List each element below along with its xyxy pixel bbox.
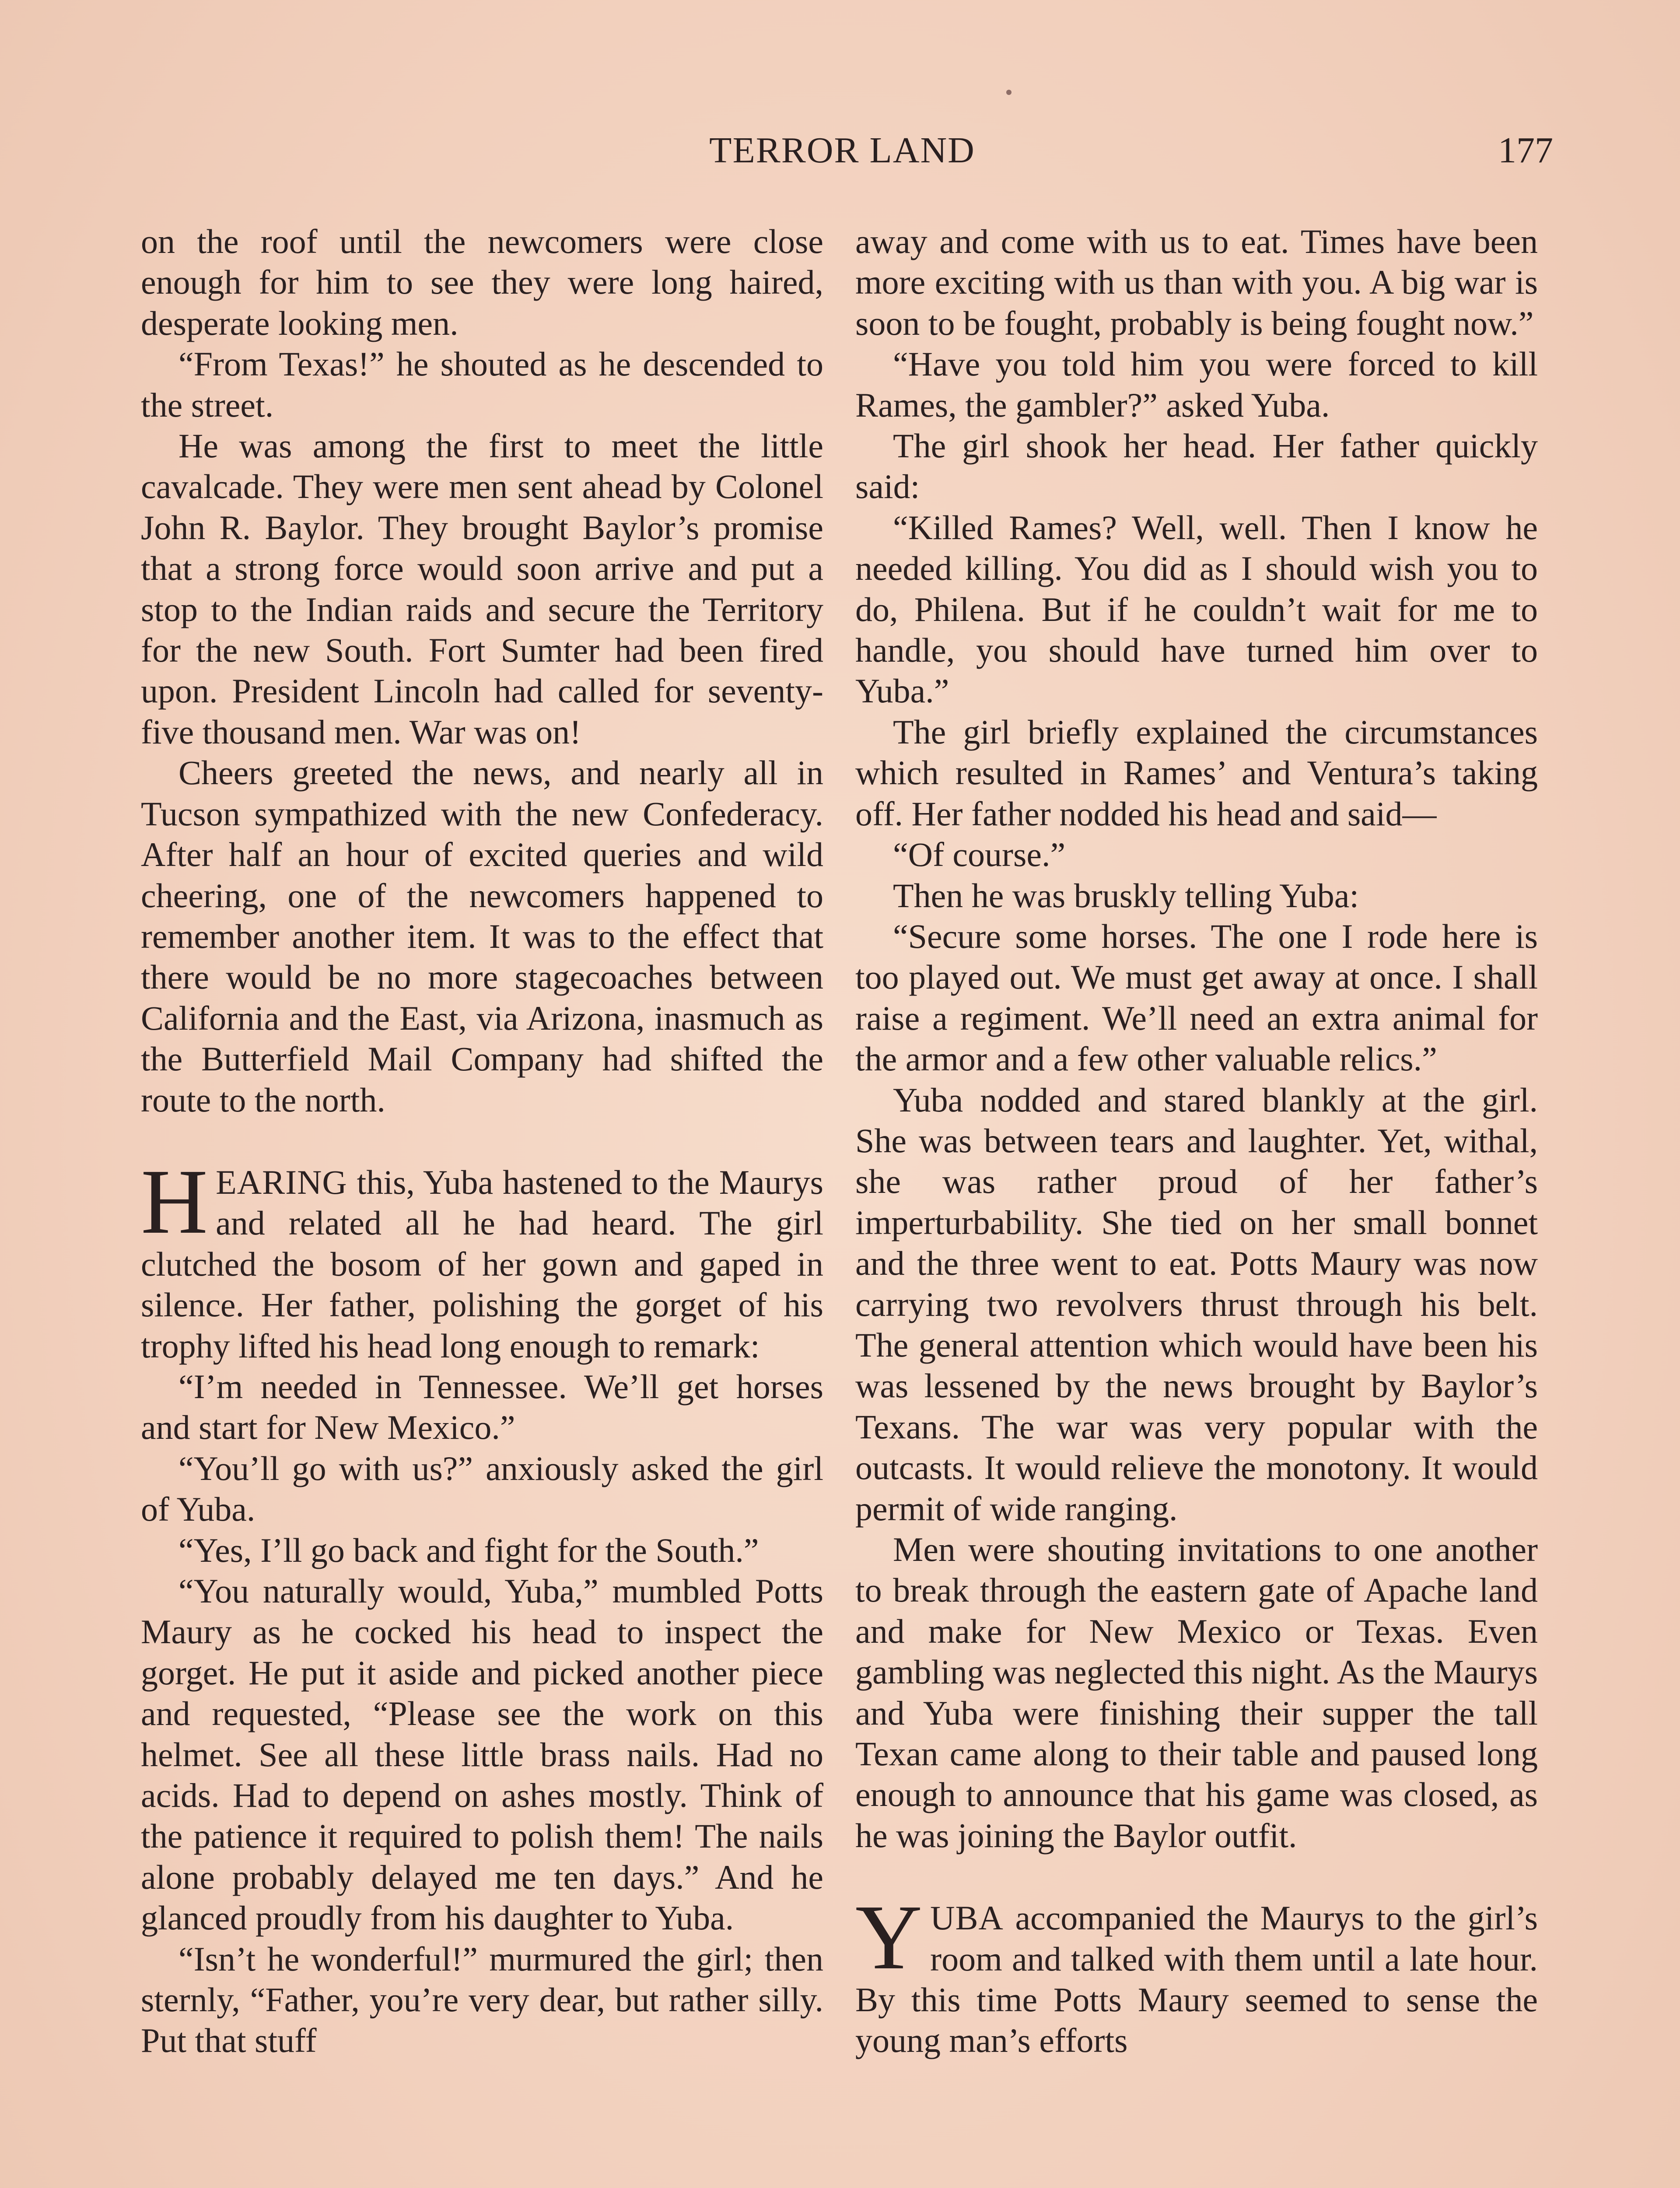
section-opening-paragraph — [855, 1886, 1538, 2061]
lead-in-caps: EARING — [216, 1163, 347, 1201]
paragraph: Then he was bruskly telling Yuba: — [893, 876, 1359, 915]
lead-in-caps: UBA — [930, 1899, 1004, 1937]
paragraph: “Of course.” — [893, 835, 1066, 874]
lead-in-text: this, Yuba hastened to the Maurys and related all he had heard. The girl clutched the bosom of her gown and gaped in silence. Her father, polishing the gorget of his trophy lifted his head long enough to remark: — [141, 1163, 823, 1365]
section-opening-paragraph — [141, 1150, 823, 1366]
running-title: TERROR LAND — [709, 130, 975, 171]
lead-in-text: accompanied the Maurys to the girl’s room and talked with them until a late hour. By this time Potts Maury seemed to sense the young man’s efforts — [855, 1899, 1538, 2060]
paragraph: “From Texas!” he shouted as he descended to the street. — [141, 345, 823, 424]
paragraph: He was among the first to meet the little cavalcade. They were men sent ahead by Colonel John R. Baylor. They brought Baylor’s promise that a strong force would soon arrive and put a stop to the Indian raids and secure the Territory for the new South. Fort Sumter had been fired upon. President Lincoln had called for seventy-five thousand men. War was on! — [141, 427, 823, 751]
paragraph: on the roof until the newcomers were close enough for him to see they were long haired, desperate looking men. — [141, 222, 823, 342]
paragraph: Yuba nodded and stared blankly at the girl. She was between tears and laughter. Yet, withal, she was rather proud of her father’s imperturbability. She tied on her small bonnet and the three went to eat. Potts Maury was now carrying two revolvers thrust through his belt. The general attention which would have been his was lessened by the news brought by Baylor’s Texans. The war was very popular with the outcasts. It would relieve the monotony. It would permit of wide ranging. — [855, 1080, 1538, 1528]
left-column — [141, 221, 823, 2061]
paragraph: Cheers greeted the news, and nearly all in Tucson sympathized with the new Confederacy. After half an hour of excited queries and wild cheering, one of the newcomers happened to remember another item. It was to the effect that there would be no more stagecoaches between California and the East, via Arizona, inasmuch as the Butterfield Mail Company had shifted the route to the north. — [141, 754, 823, 1119]
paragraph: “Yes, I’ll go back and fight for the South.” — [178, 1531, 759, 1569]
paragraph: “You naturally would, Yuba,” mumbled Potts Maury as he cocked his head to inspect the gorget. He put it aside and picked another piece and requested, “Please see the work on this helmet. See all these little brass nails. Had no acids. Had to depend on ashes mostly. Think of the patience it required to polish them! The nails alone probably delayed me ten days.” And he glanced proudly from his daughter to Yuba. — [141, 1572, 823, 1937]
drop-cap: H — [141, 1150, 208, 1253]
right-column — [855, 221, 1538, 2061]
page-number: 177 — [1498, 130, 1553, 171]
print-speck — [1006, 90, 1012, 95]
paragraph: “Secure some horses. The one I rode here is too played out. We must get away at once. I shall raise a regiment. We’ll need an extra animal for the armor and a few other valuable relics.” — [855, 917, 1538, 1078]
paragraph: Men were shouting invitations to one another to break through the eastern gate of Apache land and make for New Mexico or Texas. Even gambling was neglected this night. As the Maurys and Yuba were finishing their supper the tall Texan came along to their table and paused long enough to announce that his game was closed, as he was joining the Baylor outfit. — [855, 1530, 1538, 1855]
paragraph: “Killed Rames? Well, well. Then I know he needed killing. You did as I should wish you to do, Philena. But if he couldn’t wait for me to handle, you should have turned him over to Yuba.” — [855, 508, 1538, 710]
drop-cap: Y — [855, 1886, 923, 1989]
paragraph: “I’m needed in Tennessee. We’ll get horses and start for New Mexico.” — [141, 1367, 823, 1447]
paragraph: “Isn’t he wonderful!” murmured the girl; then sternly, “Father, you’re very dear, but rather silly. Put that stuff — [141, 1939, 823, 2060]
paragraph: “You’ll go with us?” anxiously asked the girl of Yuba. — [141, 1449, 823, 1529]
paragraph: “Have you told him you were forced to kill Rames, the gambler?” asked Yuba. — [855, 345, 1538, 424]
paragraph: The girl briefly explained the circumstances which resulted in Rames’ and Ventura’s taking off. Her father nodded his head and said— — [855, 712, 1538, 833]
page-header — [131, 129, 1553, 177]
paragraph: The girl shook her head. Her father quickly said: — [855, 427, 1538, 506]
paragraph: away and come with us to eat. Times have been more exciting with us than with you. A big war is soon to be fought, probably is being fought now.” — [855, 222, 1538, 342]
